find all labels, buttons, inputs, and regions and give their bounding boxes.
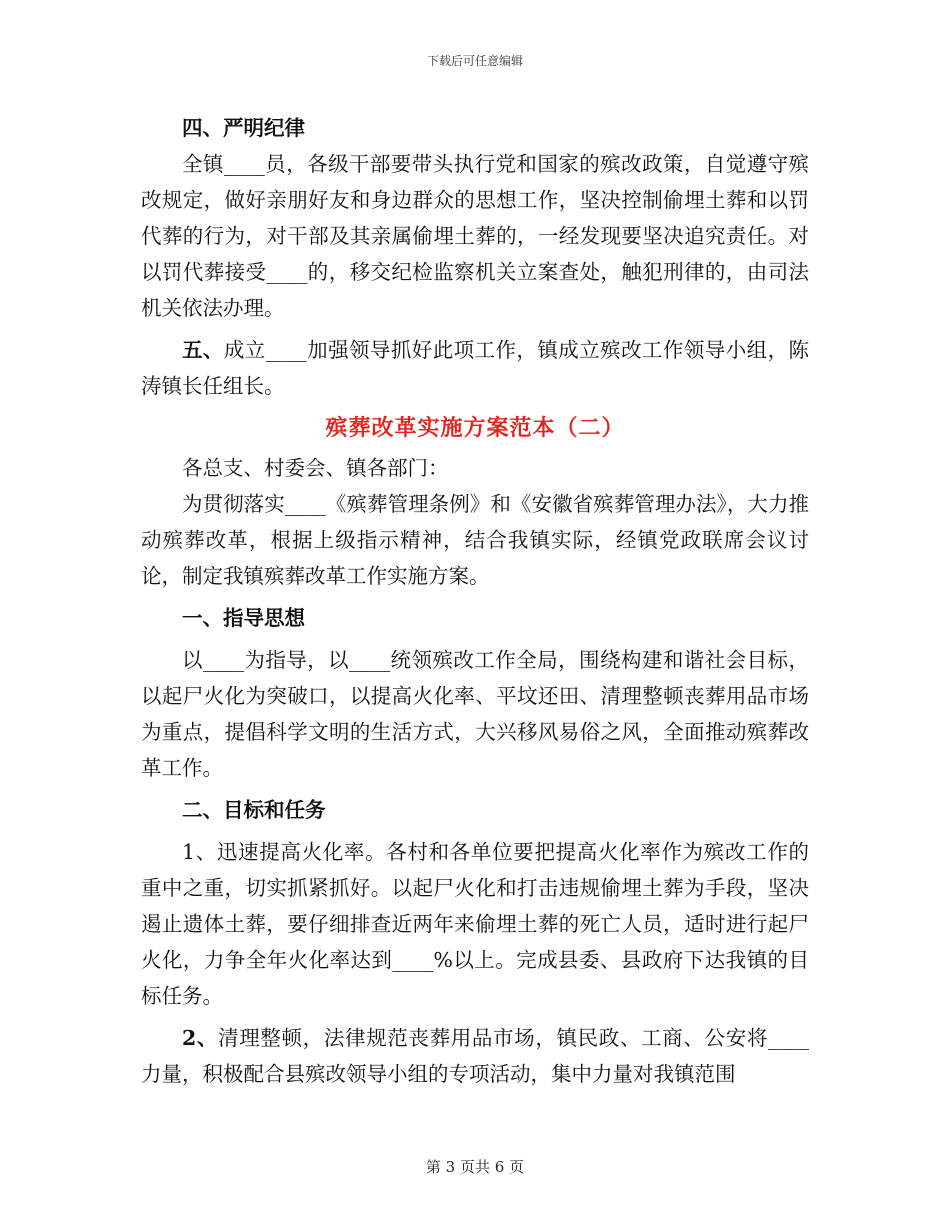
paragraph-goal-2 [141, 1020, 809, 1092]
section-number-five: 五、 [182, 338, 224, 362]
section-heading-goals: 二、目标和任务 [182, 798, 326, 822]
page-footer: 第 3 页共 6 页 [425, 1158, 525, 1176]
paragraph-establish [141, 332, 809, 404]
paragraph-establish-text: 成立____加强领导抓好此项工作，镇成立殡改工作领导小组，陈涛镇长任组长。 [141, 338, 810, 398]
document-title: 殡葬改革实施方案范本（二） [325, 415, 625, 441]
salutation: 各总支、村委会、镇各部门： [182, 456, 449, 480]
page-header: 下载后可任意编辑 [426, 54, 523, 68]
paragraph-guiding-ideology: 以____为指导，以____统领殡改工作全局，围绕构建和谐社会目标，以起尸火化为突破口，以提高火化率、平坟还田、清理整顿丧葬用品市场为重点，提倡科学文明的生活方式，大兴移风易俗之风，全面推动殡葬改革工作。 [141, 648, 809, 780]
goal-number-two: 2、 [182, 1026, 219, 1050]
section-heading-guiding-ideology: 一、指导思想 [182, 606, 305, 630]
section-heading-discipline: 四、严明纪律 [182, 116, 305, 140]
paragraph-goal-2-text: 清理整顿，法律规范丧葬用品市场，镇民政、工商、公安将____力量，积极配合县殡改领导小组的专项活动，集中力量对我镇范围 [141, 1026, 810, 1086]
paragraph-intro: 为贯彻落实____《殡葬管理条例》和《安徽省殡葬管理办法》，大力推动殡葬改革，根据上级指示精神，结合我镇实际，经镇党政联席会议讨论，制定我镇殡葬改革工作实施方案。 [141, 492, 809, 588]
paragraph-discipline: 全镇____员，各级干部要带头执行党和国家的殡改政策，自觉遵守殡改规定，做好亲朋好友和身边群众的思想工作，坚决控制偷埋土葬和以罚代葬的行为，对干部及其亲属偷埋土葬的，一经发现要坚决追究责任。对以罚代葬接受____的，移交纪检监察机关立案查处，触犯刑律的，由司法机关依法办理。 [141, 152, 809, 320]
paragraph-goal-1: 1、迅速提高火化率。各村和各单位要把提高火化率作为殡改工作的重中之重，切实抓紧抓好。以起尸火化和打击违规偷埋土葬为手段，坚决遏止遗体土葬，要仔细排查近两年来偷埋土葬的死亡人员，适时进行起尸火化，力争全年火化率达到____%以上。完成县委、县政府下达我镇的目标任务。 [141, 840, 809, 1008]
document-body [141, 110, 809, 1092]
